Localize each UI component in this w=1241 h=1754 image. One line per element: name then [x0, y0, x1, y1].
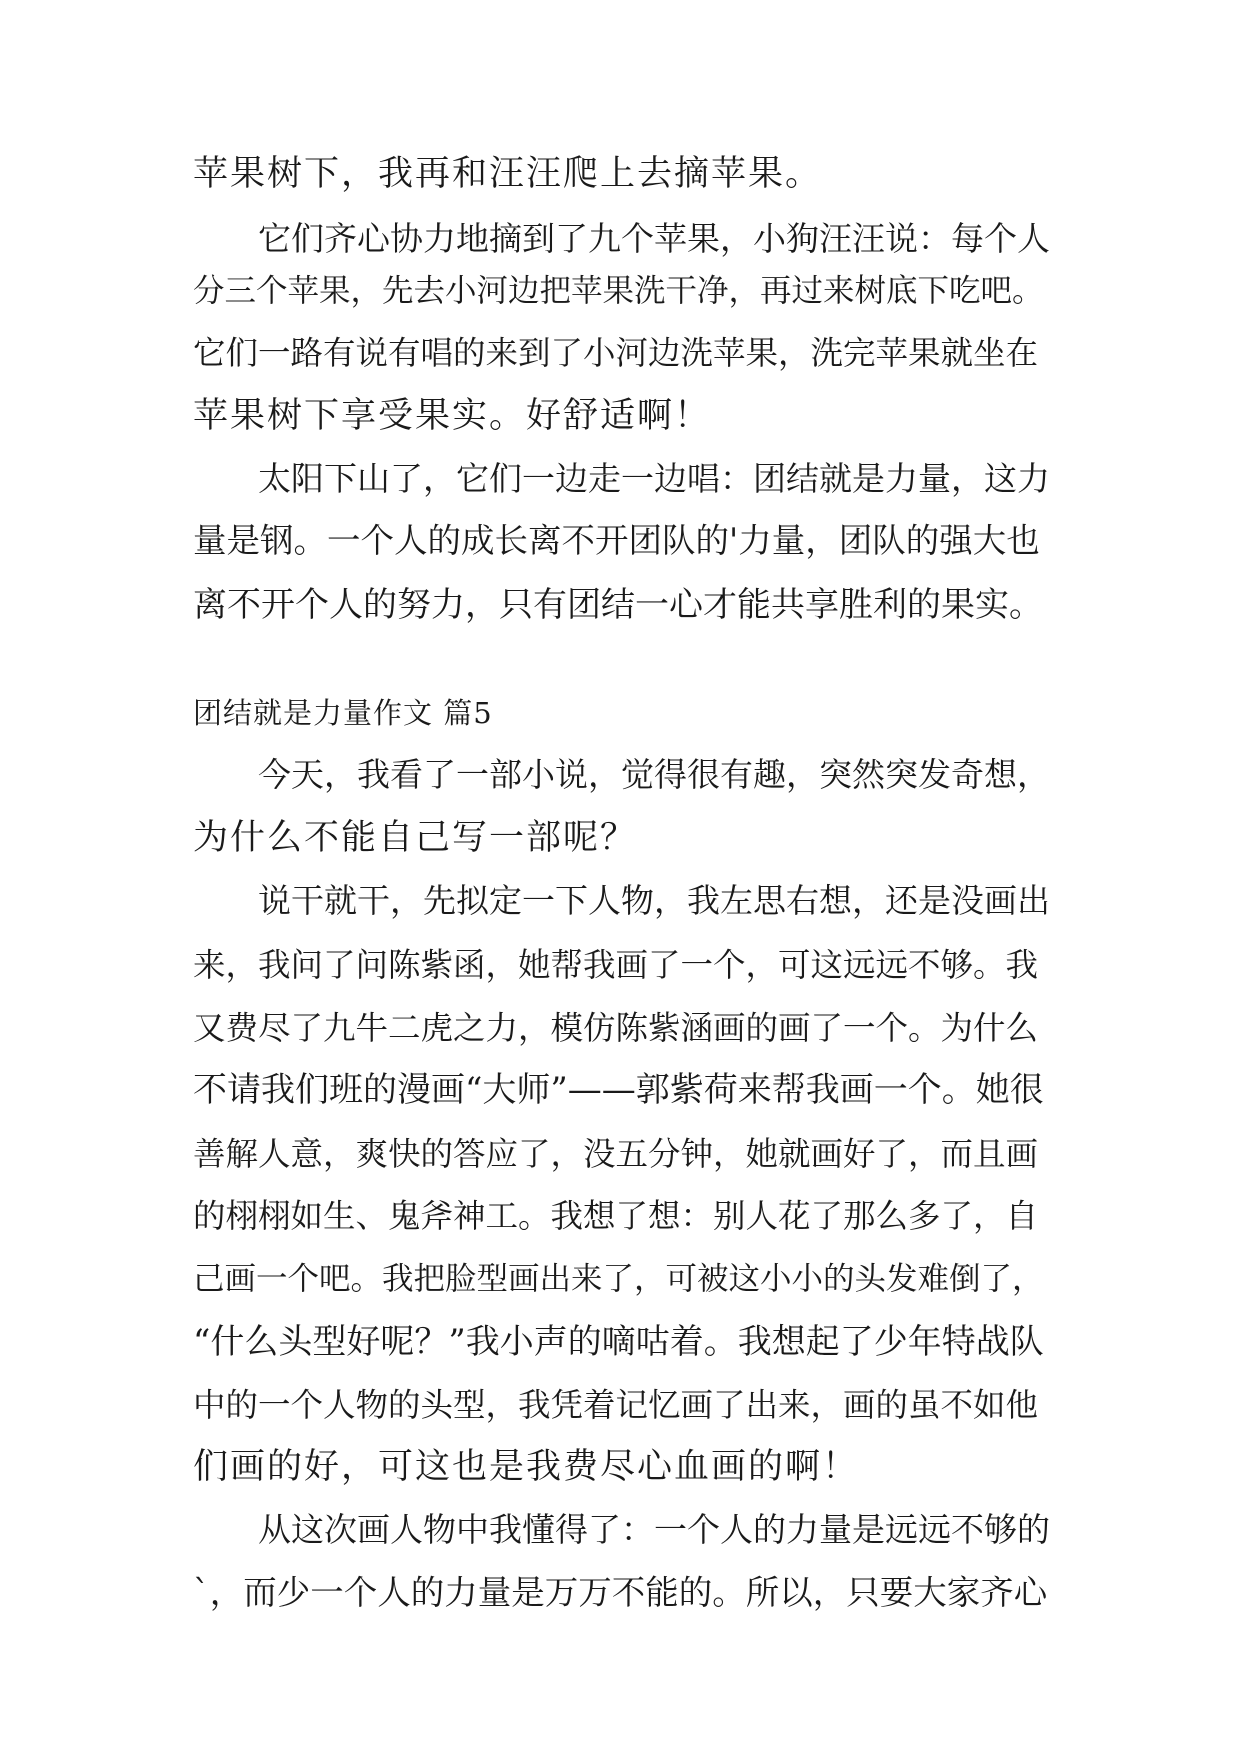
paragraph-first-line: 从这次画人物中我懂得了：一个人的力量是远远不够的 — [258, 1510, 1050, 1549]
text-line: 中的一个人物的头型，我凭着记忆画了出来，画的虽不如他 — [193, 1386, 1039, 1424]
text-line: 苹果树下，我再和汪汪爬上去摘苹果。 — [193, 154, 823, 194]
paragraph-first-line: 今天，我看了一部小说，觉得很有趣，突然突发奇想， — [258, 755, 1050, 794]
text-line: 它们一路有说有唱的来到了小河边洗苹果，洗完苹果就坐在 — [193, 334, 1039, 372]
paragraph-first-line: 太阳下山了，它们一边走一边唱：团结就是力量，这力 — [258, 459, 1050, 498]
text-line: 苹果树下享受果实。好舒适啊！ — [193, 396, 712, 436]
text-line: 己画一个吧。我把脸型画出来了，可被这小小的头发难倒了， — [193, 1261, 1044, 1297]
text-line: 又费尽了九牛二虎之力，模仿陈紫涵画的画了一个。为什么 — [193, 1009, 1039, 1047]
text-line: 分三个苹果，先去小河边把苹果洗干净，再过来树底下吃吧。 — [193, 273, 1044, 309]
paragraph-first-line: 它们齐心协力地摘到了九个苹果，小狗汪汪说：每个人 — [258, 219, 1050, 258]
section-heading: 团结就是力量作文 篇5 — [193, 696, 493, 730]
text-line: “什么头型好呢？”我小声的嘀咕着。我想起了少年特战队 — [193, 1322, 1044, 1362]
text-line: 为什么不能自己写一部呢？ — [193, 818, 638, 858]
text-line: `，而少一个人的力量是万万不能的。所以，只要大家齐心 — [193, 1573, 1048, 1612]
text-line: 的栩栩如生、鬼斧神工。我想了想：别人花了那么多了，自 — [193, 1197, 1039, 1235]
text-line: 们画的好，可这也是我费尽心血画的啊！ — [193, 1447, 860, 1487]
text-line: 量是钢。一个人的成长离不开团队的'力量，团队的强大也 — [193, 521, 1040, 560]
text-line: 善解人意，爽快的答应了，没五分钟，她就画好了，而且画 — [193, 1135, 1039, 1173]
text-line: 离不开个人的努力，只有团结一心才能共享胜利的果实。 — [193, 585, 1043, 625]
text-line: 来，我问了问陈紫函，她帮我画了一个，可这远远不够。我 — [193, 946, 1039, 984]
text-line: 不请我们班的漫画“大师”——郭紫荷来帮我画一个。她很 — [193, 1070, 1044, 1110]
paragraph-first-line: 说干就干，先拟定一下人物，我左思右想，还是没画出 — [258, 881, 1050, 920]
